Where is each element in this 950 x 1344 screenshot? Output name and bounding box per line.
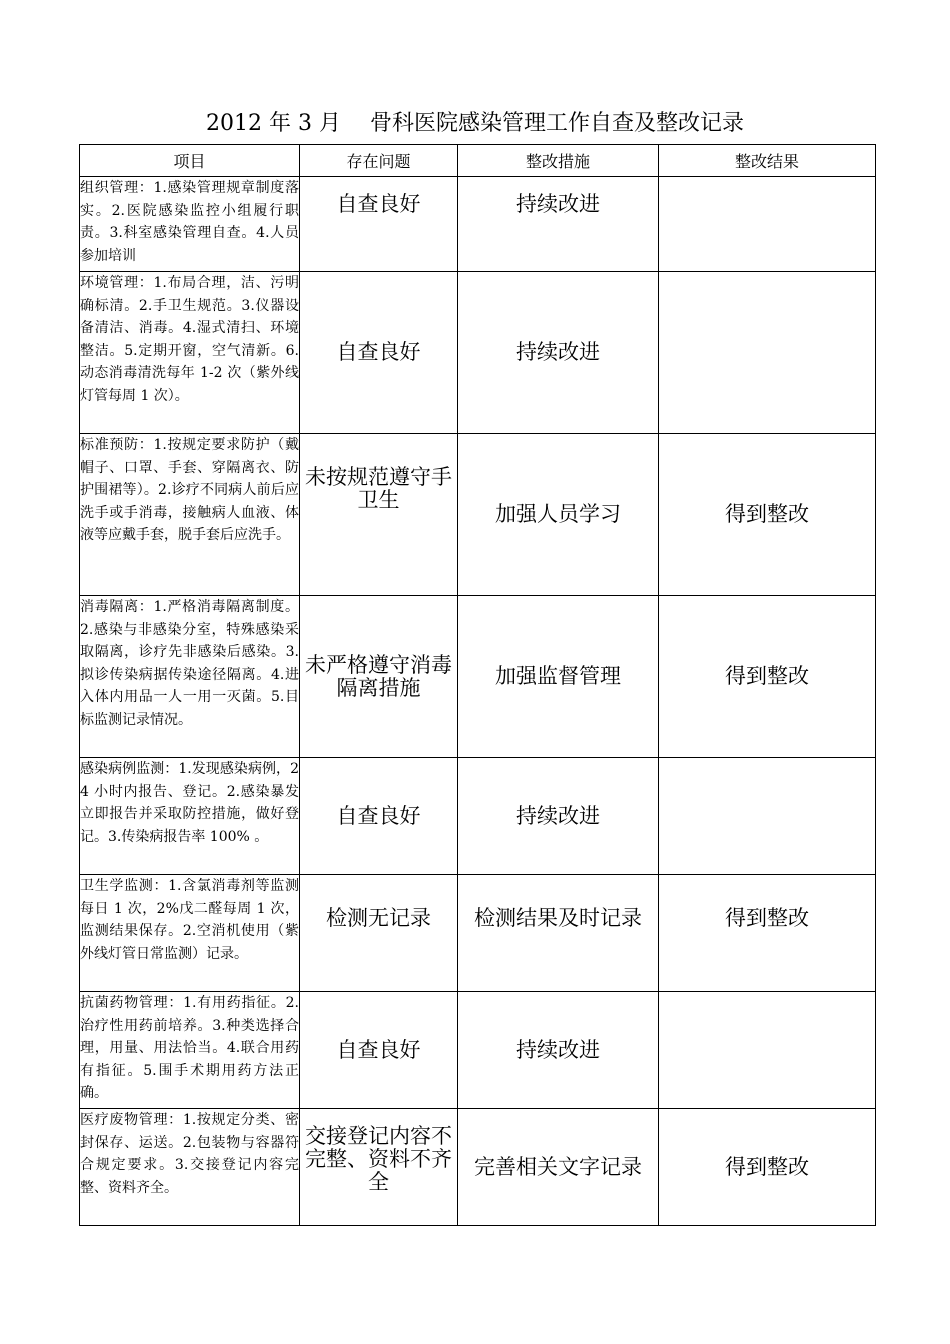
measure-cell: 完善相关文字记录 — [458, 1109, 659, 1226]
measure-cell: 加强人员学习 — [458, 434, 659, 596]
problem-cell: 自查良好 — [300, 177, 458, 272]
result-cell: 得到整改 — [659, 596, 876, 758]
problem-cell: 交接登记内容不完整、资料不齐全 — [300, 1109, 458, 1226]
header-problem: 存在问题 — [300, 145, 458, 177]
table-header-row — [80, 145, 876, 177]
item-cell: 环境管理：1.布局合理，洁、污明确标清。2.手卫生规范。3.仪器设备清洁、消毒。4.湿式清扫、环境整洁。5.定期开窗，空气清新。6.动态消毒清洗每年 1-2 次（紫外线灯管每周 1 次）。 — [80, 272, 300, 434]
measure-cell: 持续改进 — [458, 272, 659, 434]
table-row — [80, 596, 876, 758]
problem-cell: 检测无记录 — [300, 875, 458, 992]
result-cell: 得到整改 — [659, 434, 876, 596]
problem-cell: 未按规范遵守手卫生 — [300, 434, 458, 596]
item-cell: 抗菌药物管理：1.有用药指征。2.治疗性用药前培养。3.种类选择合理，用量、用法恰当。4.联合用药有指征。5.围手术期用药方法正确。 — [80, 992, 300, 1109]
problem-cell: 未严格遵守消毒隔离措施 — [300, 596, 458, 758]
item-cell: 组织管理：1.感染管理规章制度落实。2.医院感染监控小组履行职责。3.科室感染管理自查。4.人员参加培训 — [80, 177, 300, 272]
result-cell — [659, 272, 876, 434]
measure-cell: 持续改进 — [458, 992, 659, 1109]
header-item: 项目 — [80, 145, 300, 177]
problem-cell: 自查良好 — [300, 272, 458, 434]
table-row — [80, 434, 876, 596]
measure-cell: 持续改进 — [458, 758, 659, 875]
table-row — [80, 177, 876, 272]
item-cell: 感染病例监测：1.发现感染病例，24 小时内报告、登记。2.感染暴发立即报告并采取防控措施，做好登记。3.传染病报告率 100% 。 — [80, 758, 300, 875]
table-row — [80, 1109, 876, 1226]
result-cell: 得到整改 — [659, 1109, 876, 1226]
item-cell: 卫生学监测：1.含氯消毒剂等监测每日 1 次，2%戊二醛每周 1 次，监测结果保存。2.空消机使用（紫外线灯管日常监测）记录。 — [80, 875, 300, 992]
item-cell: 消毒隔离：1.严格消毒隔离制度。2.感染与非感染分室，特殊感染采取隔离，诊疗先非感染后感染。3.拟诊传染病据传染途径隔离。4.进入体内用品一人一用一灭菌。5.目标监测记录情况。 — [80, 596, 300, 758]
table-row — [80, 875, 876, 992]
problem-cell: 自查良好 — [300, 992, 458, 1109]
inspection-record-table — [79, 144, 876, 1226]
result-cell: 得到整改 — [659, 875, 876, 992]
problem-cell: 自查良好 — [300, 758, 458, 875]
page-title: 2012 年 3 月 骨科医院感染管理工作自查及整改记录 — [206, 111, 744, 136]
table-row — [80, 758, 876, 875]
measure-cell: 加强监督管理 — [458, 596, 659, 758]
item-cell: 标准预防：1.按规定要求防护（戴帽子、口罩、手套、穿隔离衣、防护围裙等）。2.诊疗不同病人前后应洗手或手消毒，接触病人血液、体液等应戴手套，脱手套后应洗手。 — [80, 434, 300, 596]
table-row — [80, 992, 876, 1109]
measure-cell: 持续改进 — [458, 177, 659, 272]
header-result: 整改结果 — [659, 145, 876, 177]
measure-cell: 检测结果及时记录 — [458, 875, 659, 992]
table-row — [80, 272, 876, 434]
result-cell — [659, 992, 876, 1109]
result-cell — [659, 177, 876, 272]
result-cell — [659, 758, 876, 875]
header-measure: 整改措施 — [458, 145, 659, 177]
item-cell: 医疗废物管理：1.按规定分类、密封保存、运送。2.包装物与容器符合规定要求。3.交接登记内容完整、资料齐全。 — [80, 1109, 300, 1226]
